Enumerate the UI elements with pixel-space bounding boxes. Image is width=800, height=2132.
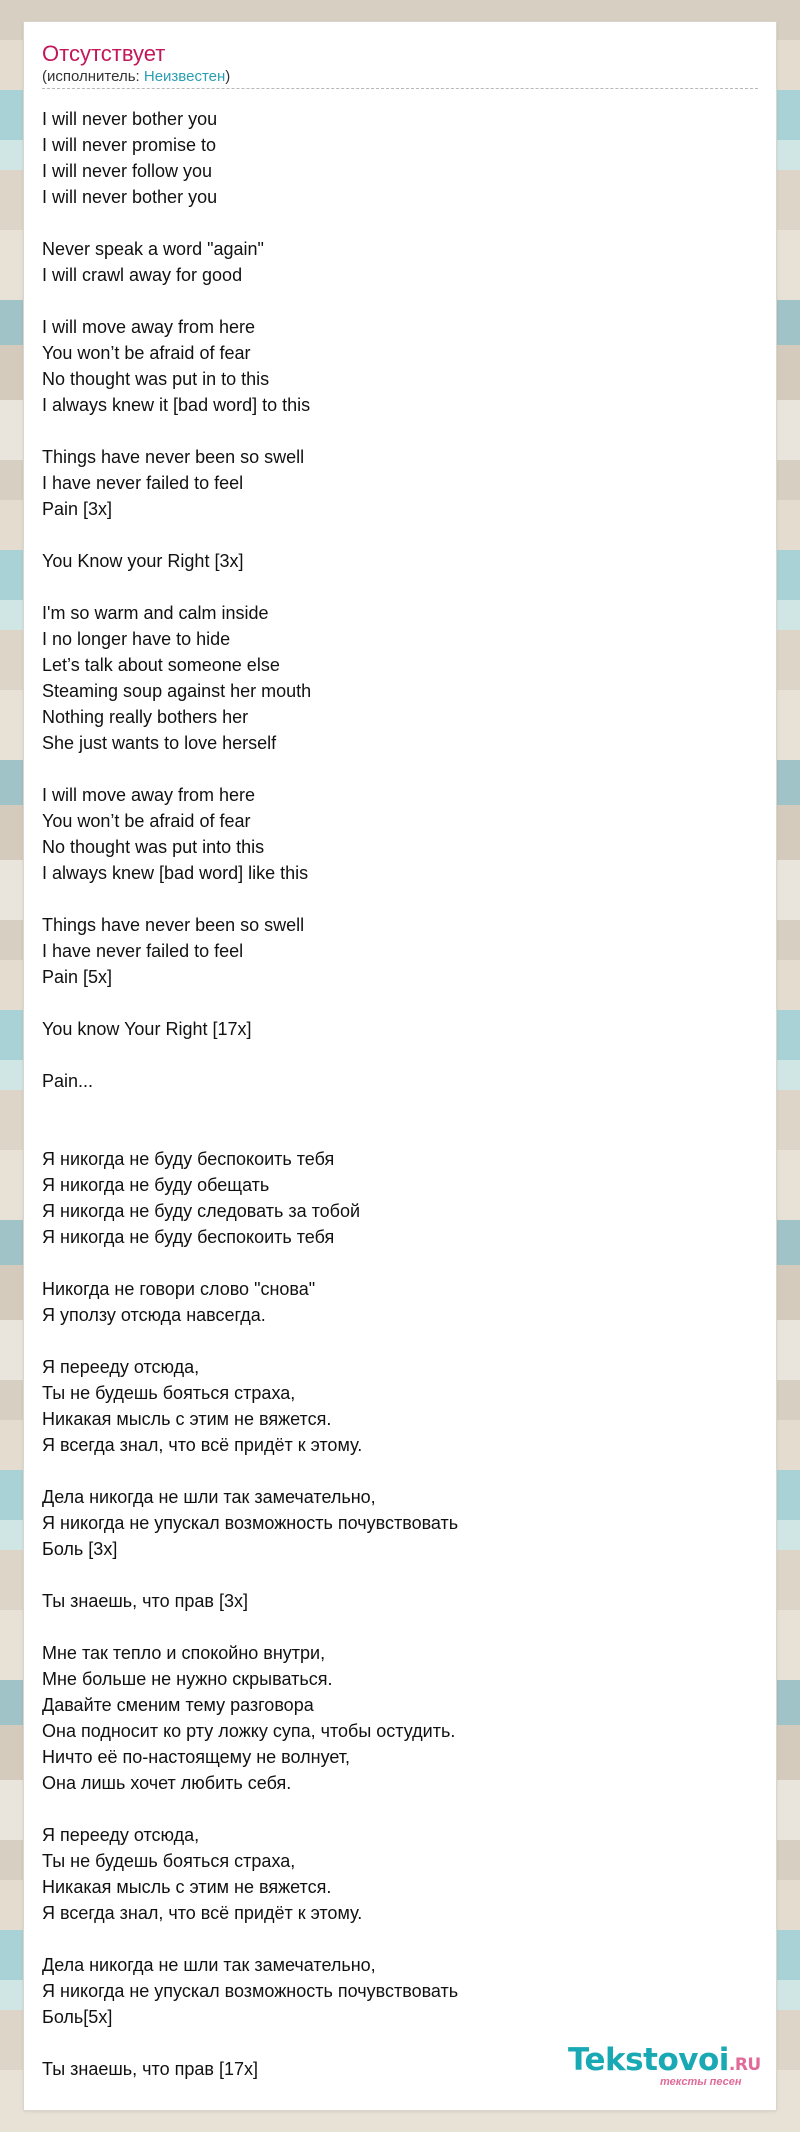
song-title: Отсутствует <box>42 41 166 66</box>
lyrics-card <box>24 22 776 2110</box>
lyric-line: Pain... <box>42 1071 94 1091</box>
stanza-gap <box>42 418 758 444</box>
lyric-line: You know Your Right [17x] <box>42 1019 252 1039</box>
lyric-line: Ты знаешь, что прав [17x] <box>42 2059 258 2079</box>
performer-link[interactable]: Неизвестен <box>143 68 226 85</box>
stanza <box>42 600 758 756</box>
lyric-line: Я никогда не упускал возможность почувствовать <box>42 1513 459 1533</box>
lyric-line: I have never failed to feel <box>42 473 244 493</box>
lyric-line: I will never promise to <box>42 135 217 155</box>
lyric-line: I will never bother you <box>42 187 218 207</box>
stanza <box>42 1952 758 2030</box>
lyrics-text <box>42 106 758 2082</box>
stanza <box>42 782 758 886</box>
lyric-line: Ты не будешь бояться страха, <box>42 1383 296 1403</box>
stanza-gap <box>42 1614 758 1640</box>
stanza <box>42 106 758 210</box>
stanza <box>42 1588 758 1614</box>
logo-tld: .RU <box>728 2055 761 2075</box>
lyric-line: Я никогда не буду беспокоить тебя <box>42 1227 335 1247</box>
stanza-gap <box>42 1250 758 1276</box>
stanza-gap <box>42 288 758 314</box>
stanza <box>42 314 758 418</box>
stanza-gap <box>42 990 758 1016</box>
lyric-line: Я всегда знал, что всё придёт к этому. <box>42 1903 363 1923</box>
stanza <box>42 444 758 522</box>
lyric-line: Ты знаешь, что прав [3x] <box>42 1591 248 1611</box>
lyric-line: Она лишь хочет любить себя. <box>42 1773 292 1793</box>
stanza-gap <box>42 522 758 548</box>
lyric-line: Я никогда не упускал возможность почувствовать <box>42 1981 459 2001</box>
stanza <box>42 1484 758 1562</box>
stanza-gap <box>42 1458 758 1484</box>
stanza-gap <box>42 574 758 600</box>
lyric-line: I always knew it [bad word] to this <box>42 395 311 415</box>
stanza-gap <box>42 1926 758 1952</box>
lyric-line: Мне так тепло и спокойно внутри, <box>42 1643 326 1663</box>
stanza <box>42 1276 758 1328</box>
logo-tagline: тексты песен <box>660 2076 742 2088</box>
lyric-line: I no longer have to hide <box>42 629 231 649</box>
lyric-line: Я никогда не буду беспокоить тебя <box>42 1149 335 1169</box>
stanza <box>42 1354 758 1458</box>
lyric-line: Она подносит ко рту ложку супа, чтобы остудить. <box>42 1721 456 1741</box>
logo-name: Tekstovoi <box>568 2042 729 2078</box>
lyric-line: Things have never been so swell <box>42 915 305 935</box>
lyric-line: Никогда не говори слово "снова" <box>42 1279 316 1299</box>
performer-line <box>42 68 758 86</box>
lyric-line: I always knew [bad word] like this <box>42 863 309 883</box>
lyric-line: Дела никогда не шли так замечательно, <box>42 1487 376 1507</box>
lyric-line: Never speak a word "again" <box>42 239 264 259</box>
lyric-line: You won’t be afraid of fear <box>42 343 251 363</box>
stanza <box>42 548 758 574</box>
lyric-line: Никакая мысль с этим не вяжется. <box>42 1409 332 1429</box>
lyric-line: Я никогда не буду следовать за тобой <box>42 1201 361 1221</box>
lyric-line: I have never failed to feel <box>42 941 244 961</box>
lyric-line: I will never follow you <box>42 161 213 181</box>
lyric-line: Мне больше не нужно скрываться. <box>42 1669 333 1689</box>
stanza <box>42 236 758 288</box>
lyric-line: Я уползу отсюда навсегда. <box>42 1305 266 1325</box>
stanza <box>42 1016 758 1042</box>
stanza <box>42 1068 758 1094</box>
stanza <box>42 912 758 990</box>
song-header <box>42 40 758 89</box>
lyric-line: You won’t be afraid of fear <box>42 811 251 831</box>
lyric-line: You Know your Right [3x] <box>42 551 244 571</box>
lyric-line: Боль [3x] <box>42 1539 118 1559</box>
lyric-line: I will move away from here <box>42 785 256 805</box>
lyric-line: Pain [3x] <box>42 499 113 519</box>
stanza-gap <box>42 1042 758 1068</box>
lyric-line: Я перееду отсюда, <box>42 1825 200 1845</box>
performer-prefix: (исполнитель: <box>42 68 144 85</box>
stanza-gap <box>42 1562 758 1588</box>
lyric-line: No thought was put in to this <box>42 369 270 389</box>
lyric-line: No thought was put into this <box>42 837 265 857</box>
lyric-line: Дела никогда не шли так замечательно, <box>42 1955 376 1975</box>
stanza <box>42 1822 758 1926</box>
lyric-line: Let’s talk about someone else <box>42 655 280 675</box>
stanza-gap <box>42 1796 758 1822</box>
lyric-line: She just wants to love herself <box>42 733 277 753</box>
lyric-line: I will move away from here <box>42 317 256 337</box>
site-logo[interactable] <box>544 2040 774 2100</box>
lyric-line: I'm so warm and calm inside <box>42 603 269 623</box>
stanza <box>42 1640 758 1796</box>
stanza <box>42 1146 758 1250</box>
lyric-line: Никакая мысль с этим не вяжется. <box>42 1877 332 1897</box>
performer-suffix: ) <box>225 68 231 85</box>
lyric-line: Things have never been so swell <box>42 447 305 467</box>
lyric-line: I will never bother you <box>42 109 218 129</box>
stanza-gap <box>42 210 758 236</box>
lyric-line: Боль[5x] <box>42 2007 113 2027</box>
translation-separator <box>42 1094 758 1146</box>
lyric-line: Я перееду отсюда, <box>42 1357 200 1377</box>
lyric-line: Я никогда не буду обещать <box>42 1175 270 1195</box>
lyric-line: Steaming soup against her mouth <box>42 681 312 701</box>
lyric-line: I will crawl away for good <box>42 265 243 285</box>
lyric-line: Я всегда знал, что всё придёт к этому. <box>42 1435 363 1455</box>
lyric-line: Давайте сменим тему разговора <box>42 1695 314 1715</box>
lyric-line: Ничто её по-настоящему не волнует, <box>42 1747 351 1767</box>
stanza-gap <box>42 1328 758 1354</box>
stanza-gap <box>42 886 758 912</box>
lyric-line: Nothing really bothers her <box>42 707 249 727</box>
lyric-line: Ты не будешь бояться страха, <box>42 1851 296 1871</box>
lyric-line: Pain [5x] <box>42 967 113 987</box>
stanza-gap <box>42 756 758 782</box>
